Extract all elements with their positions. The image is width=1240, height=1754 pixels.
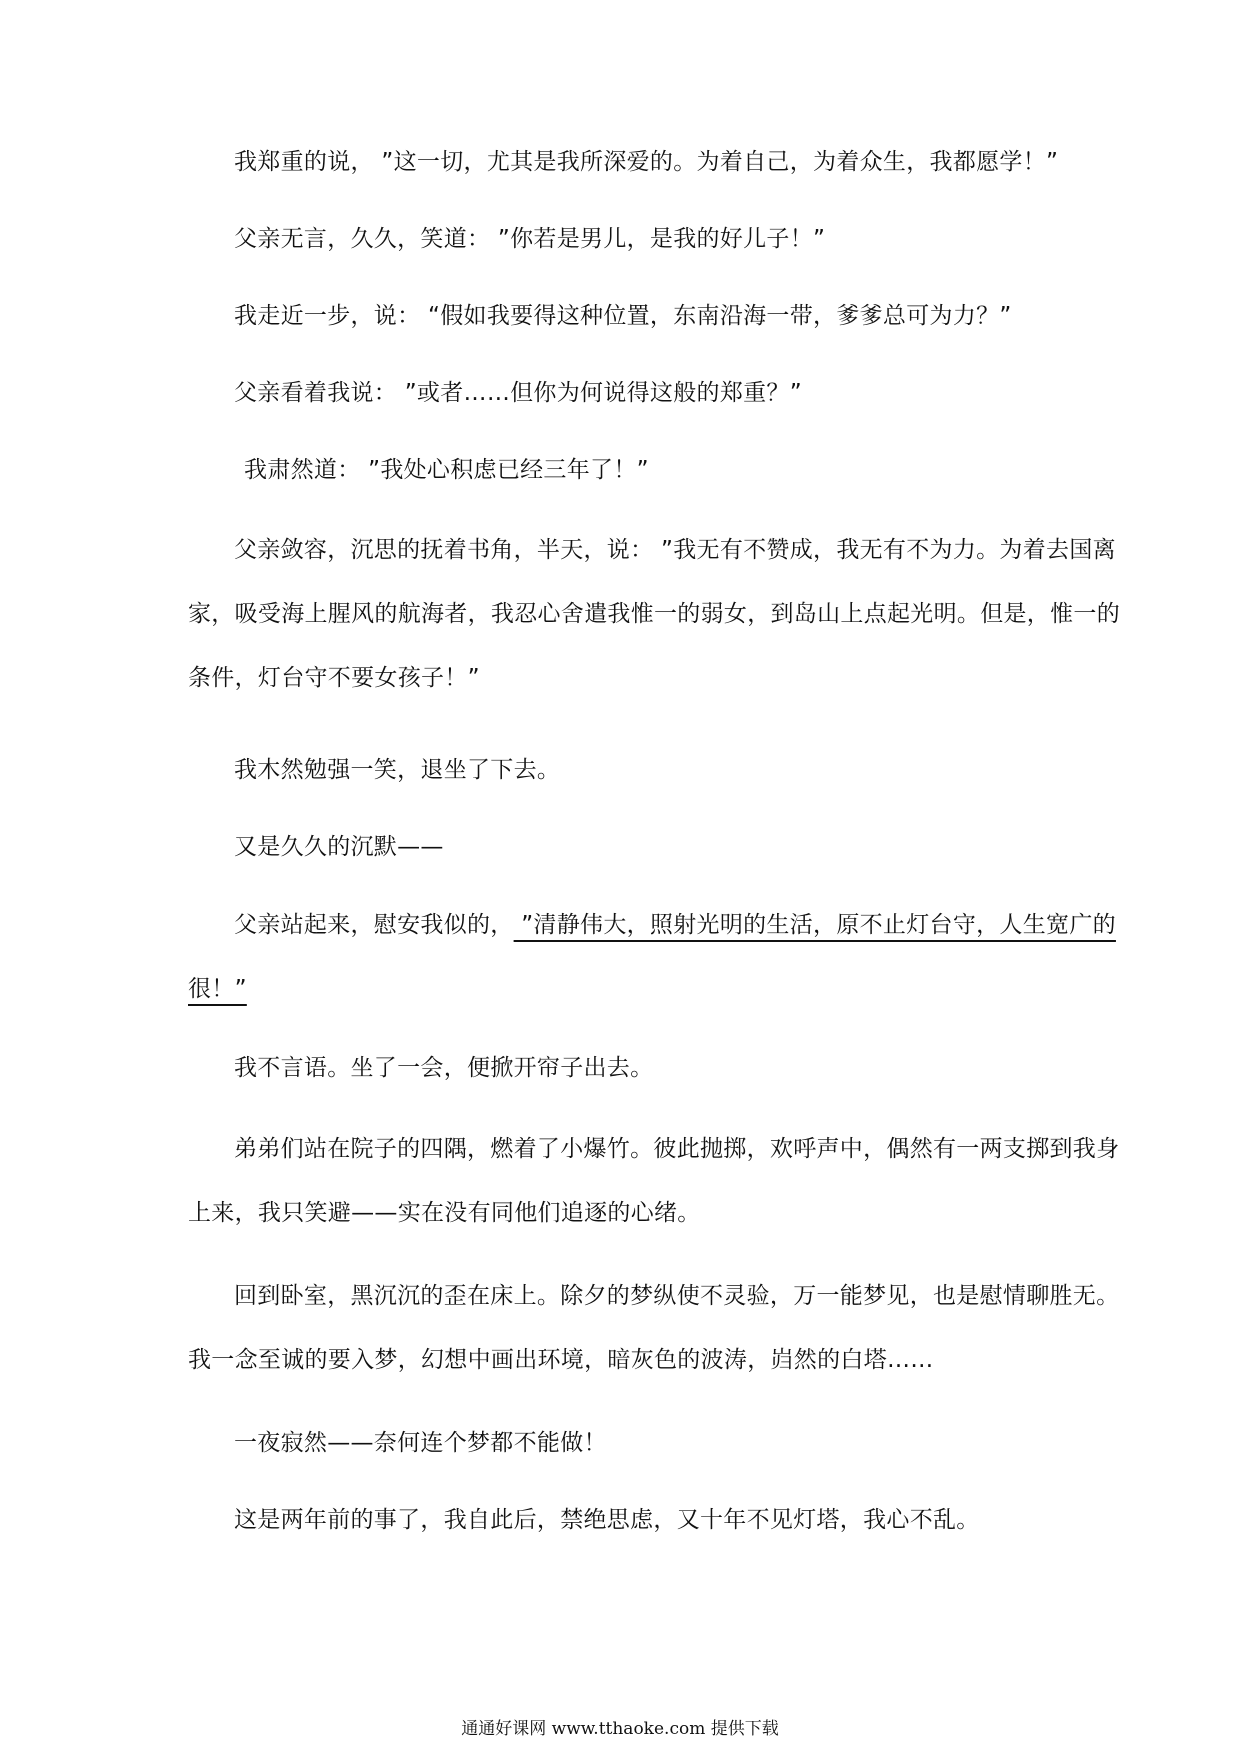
paragraph-3: 我走近一步，说： “假如我要得这种位置，东南沿海一带，爹爹总可为力？” [234, 303, 1012, 329]
paragraph-5: 我肃然道： ”我处心积虑已经三年了！” [244, 457, 649, 483]
paragraph-11 [188, 1117, 1120, 1245]
underlined-quote-part-2: 很！” [188, 976, 247, 1002]
paragraph-12 [188, 1264, 1120, 1392]
paragraph-6-line-2: 家，吸受海上腥风的航海者，我忍心舍遣我惟一的弱女，到岛山上点起光明。但是，惟一的 [188, 601, 1120, 627]
paragraph-14: 这是两年前的事了，我自此后，禁绝思虑，又十年不见灯塔，我心不乱。 [234, 1507, 980, 1533]
paragraph-2: 父亲无言，久久，笑道： ”你若是男儿，是我的好儿子！” [234, 226, 826, 252]
paragraph-12-line-2: 我一念至诚的要入梦，幻想中画出环境，暗灰色的波涛，岿然的白塔…… [188, 1347, 934, 1373]
paragraph-7: 我木然勉强一笑，退坐了下去。 [234, 757, 561, 783]
underlined-quote-part-1: ”清静伟大，照射光明的生活，原不止灯台守，人生宽广的 [513, 912, 1116, 938]
paragraph-9 [188, 893, 1116, 1021]
paragraph-13: 一夜寂然——奈何连个梦都不能做！ [234, 1430, 607, 1456]
paragraph-9-line-2 [188, 957, 1062, 1021]
paragraph-11-line-1: 弟弟们站在院子的四隅，燃着了小爆竹。彼此抛掷，欢呼声中，偶然有一两支掷到我身 [234, 1136, 1120, 1162]
paragraph-6 [188, 518, 1120, 710]
footer-download-notice: 通通好课网 www.tthaoke.com 提供下载 [461, 1719, 779, 1739]
paragraph-4: 父亲看着我说： ”或者……但你为何说得这般的郑重？” [234, 380, 802, 406]
paragraph-8: 又是久久的沉默—— [234, 834, 444, 860]
paragraph-9-line-1 [188, 893, 1116, 957]
paragraph-12-line-1: 回到卧室，黑沉沉的歪在床上。除夕的梦纵使不灵验，万一能梦见，也是慰情聊胜无。 [234, 1283, 1120, 1309]
paragraph-11-line-2: 上来，我只笑避——实在没有同他们追逐的心绪。 [188, 1200, 701, 1226]
paragraph-10: 我不言语。坐了一会，便掀开帘子出去。 [234, 1055, 654, 1081]
paragraph-6-line-3: 条件，灯台守不要女孩子！” [188, 665, 480, 691]
document-page [188, 0, 1120, 1754]
paragraph-6-line-1: 父亲敛容，沉思的抚着书角，半天，说： ”我无有不赞成，我无有不为力。为着去国离 [234, 537, 1116, 563]
paragraph-9-prefix: 父亲站起来，慰安我似的， [234, 912, 514, 938]
paragraph-1: 我郑重的说， ”这一切，尤其是我所深爱的。为着自己，为着众生，我都愿学！” [234, 149, 1059, 175]
